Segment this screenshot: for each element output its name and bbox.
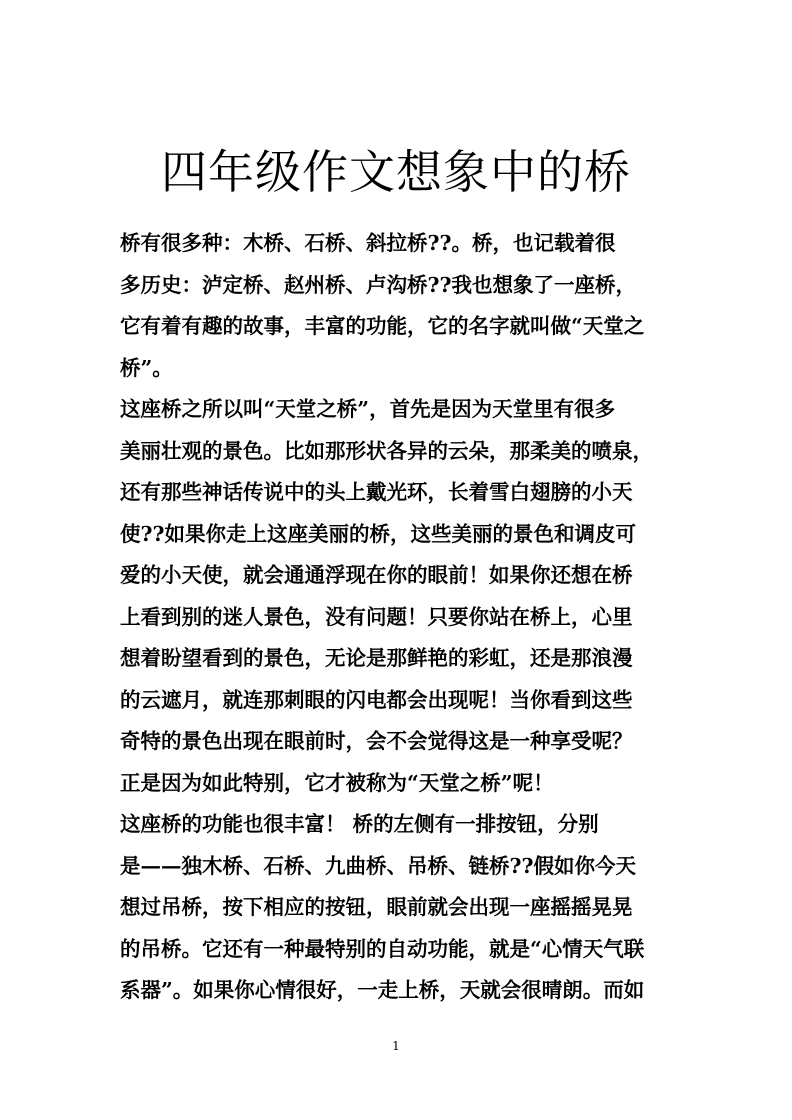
text-line: 多历史：泸定桥、赵州桥、卢沟桥??我也想象了一座桥， — [120, 272, 637, 297]
document-title: 四年级作文想象中的桥 — [161, 145, 631, 199]
text-line: 它有着有趣的故事，丰富的功能，它的名字就叫做“天堂之 — [120, 314, 645, 338]
text-line: 想着盼望看到的景色，无论是那鲜艳的彩虹，还是那浪漫 — [120, 646, 633, 670]
text-line: 美丽壮观的景色。比如那形状各异的云朵，那柔美的喷泉， — [120, 438, 653, 463]
text-line: 桥”。 — [120, 355, 173, 380]
text-line: 的吊桥。它还有一种最特别的自动功能，就是“心情天气联 — [120, 936, 645, 961]
text-line: 奇特的景色出现在眼前时，会不会觉得这是一种享受呢？ — [120, 729, 633, 753]
text-line: 上看到别的迷人景色，没有问题！只要你站在桥上，心里 — [120, 604, 633, 629]
text-line: 这座桥的功能也很丰富！ 桥的左侧有一排按钮，分别 — [120, 812, 599, 836]
essay-body — [120, 223, 665, 1012]
text-line: 正是因为如此特别，它才被称为“天堂之桥”呢！ — [120, 770, 554, 795]
text-line: 桥有很多种：木桥、石桥、斜拉桥??。桥，也记载着很 — [120, 231, 616, 255]
page-number: 1 — [392, 1039, 400, 1053]
text-line: 爱的小天使，就会通通浮现在你的眼前！如果你还想在桥 — [120, 563, 633, 587]
text-line: 系器”。如果你心情很好，一走上桥，天就会很晴朗。而如 — [120, 978, 645, 1002]
text-line: 使??如果你走上这座美丽的桥，这些美丽的景色和调皮可 — [120, 521, 637, 546]
text-line: 想过吊桥，按下相应的按钮，眼前就会出现一座摇摇晃晃 — [120, 895, 633, 919]
text-line: 这座桥之所以叫“天堂之桥”，首先是因为天堂里有很多 — [120, 397, 616, 421]
text-line: 还有那些神话传说中的头上戴光环，长着雪白翅膀的小天 — [120, 480, 633, 504]
text-line: 的云遮月，就连那刺眼的闪电都会出现呢！当你看到这些 — [120, 687, 633, 712]
text-line: 是——独木桥、石桥、九曲桥、吊桥、链桥??假如你今天 — [120, 853, 637, 878]
